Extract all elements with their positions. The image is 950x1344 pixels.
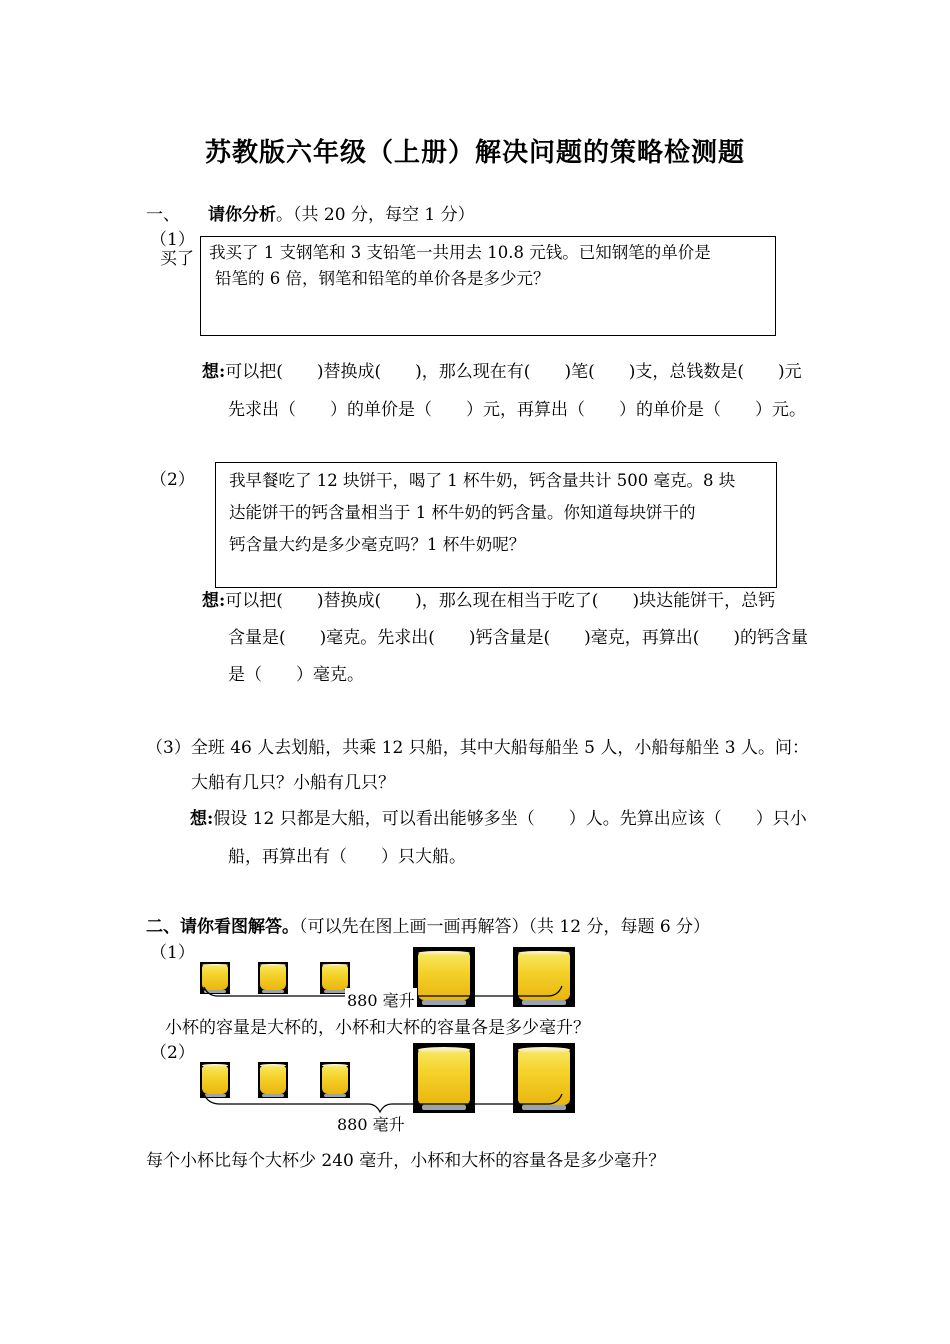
q1-problem-line2: 铅笔的 6 倍，钢笔和铅笔的单价各是多少元？ [215, 269, 550, 288]
s2-q2-total: 880 毫升 [337, 1115, 405, 1134]
section2-note: （可以先在图上画一画再解答）（共 12 分，每题 6 分） [299, 917, 711, 937]
q3-think-text1: 假设 12 只都是大船，可以看出能够多坐（ ）人。先算出应该（ ）只小 [213, 809, 807, 829]
s2-q2-question: 每个小杯比每个大杯少 240 毫升，小杯和大杯的容量各是多少毫升？ [146, 1151, 666, 1171]
q2-think-line2: 含量是( )毫克。先求出( )钙含量是( )毫克，再算出( )的钙含量 [228, 628, 809, 648]
q1-problem-line1: 我买了 1 支钢笔和 3 支铅笔一共用去 10.8 元钱。已知钢笔的单价是 [209, 243, 711, 262]
q3-line2: 大船有几只？小船有几只？ [191, 773, 395, 793]
section1-note: 。（共 20 分，每空 1 分） [276, 205, 475, 225]
q2-label: （2） [150, 470, 195, 490]
q2-think-text1: 可以把( )替换成( )，那么现在相当于吃了( )块达能饼干，总钙 [225, 591, 776, 611]
q2-think-line3: 是（ ）毫克。 [228, 665, 364, 685]
q2-think-label: 想: [202, 591, 226, 611]
q1-think-line2: 先求出（ ）的单价是（ ）元，再算出（ ）的单价是（ ）元。 [228, 400, 806, 420]
section2-title: 二、请你看图解答。 [146, 917, 299, 937]
s2-q1-question: 小杯的容量是大杯的，小杯和大杯的容量各是多少毫升？ [165, 1018, 590, 1038]
q1-think-text1: 可以把( )替换成( )，那么现在有( )笔( )支，总钱数是( )元 [225, 362, 802, 382]
q1-side-text: 买了 [160, 249, 194, 269]
q1-label: （1） [150, 230, 195, 250]
q3-think-label: 想: [190, 809, 214, 829]
section1-title: 请你分析 [208, 205, 276, 225]
section1-number: 一、 [146, 205, 180, 225]
q2-problem-line1: 我早餐吃了 12 块饼干，喝了 1 杯牛奶，钙含量共计 500 毫克。8 块 [229, 471, 736, 490]
q3-line1: （3）全班 46 人去划船，共乘 12 只船，其中大船每船坐 5 人，小船每船坐 3 人。问： [146, 738, 809, 758]
page-title: 苏教版六年级（上册）解决问题的策略检测题 [204, 138, 745, 168]
q2-problem-line2: 达能饼干的钙含量相当于 1 杯牛奶的钙含量。你知道每块饼干的 [229, 503, 696, 522]
s2-q1-total: 880 毫升 [345, 988, 417, 1011]
s2-q1-label: （1） [150, 943, 195, 963]
q3-think-line2: 船，再算出有（ ）只大船。 [228, 847, 466, 867]
s2-q2-label: （2） [150, 1043, 195, 1063]
q1-think-label: 想: [202, 362, 226, 382]
q2-problem-line3: 钙含量大约是多少毫克吗？1 杯牛奶呢？ [229, 535, 526, 554]
